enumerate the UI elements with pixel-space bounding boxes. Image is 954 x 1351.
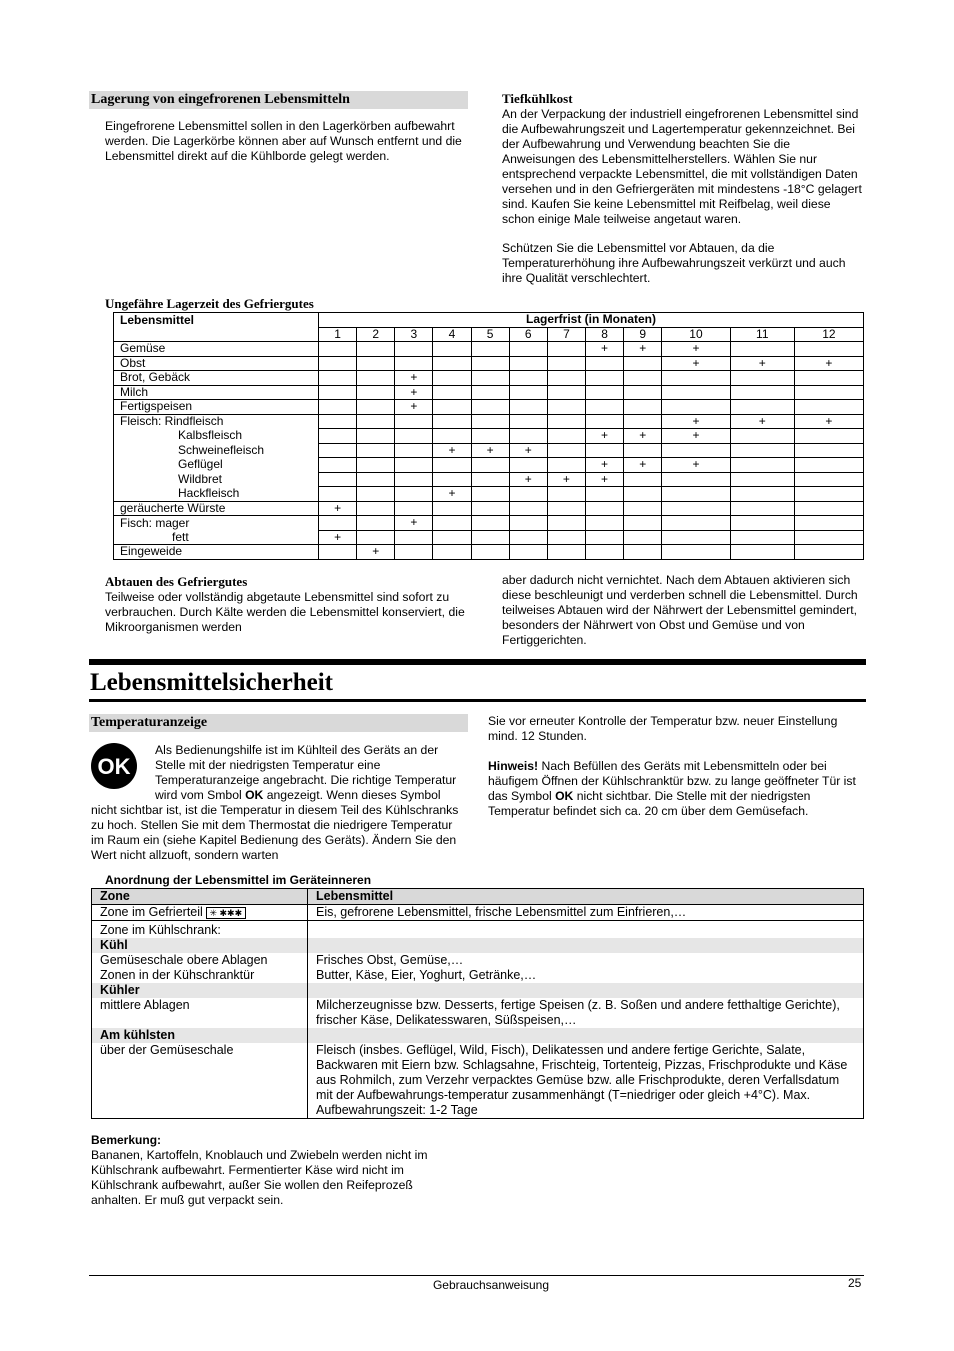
- month-cell: [433, 530, 471, 545]
- month-cell: [471, 342, 509, 357]
- month-cell: [395, 429, 433, 444]
- month-cell: [585, 516, 623, 531]
- month-cell: [624, 501, 662, 516]
- month-cell: [730, 472, 794, 487]
- cool-zone-2: Zonen in der Kühschranktür: [100, 968, 255, 982]
- month-cell: [730, 342, 794, 357]
- month-cell: [662, 516, 730, 531]
- hint-bold: OK: [555, 789, 574, 803]
- month-cell: [547, 443, 585, 458]
- month-header: 6: [509, 327, 547, 342]
- month-cell: +: [624, 342, 662, 357]
- food-name: [114, 530, 319, 545]
- month-cell: +: [585, 429, 623, 444]
- month-cell: [794, 458, 863, 473]
- storage-row: [114, 342, 864, 357]
- hint-text-b: nicht sichtbar. Die Stelle mit der niedrigsten Temperatur befindet sich ca. 20 cm über dem Gemüsefach.: [488, 789, 811, 818]
- month-cell: [624, 530, 662, 545]
- food-name: [114, 356, 319, 371]
- month-cell: [794, 501, 863, 516]
- month-cell: [319, 385, 357, 400]
- month-cell: [357, 342, 395, 357]
- month-cell: [730, 371, 794, 386]
- month-cell: +: [395, 371, 433, 386]
- month-header: 4: [433, 327, 471, 342]
- month-cell: [433, 356, 471, 371]
- month-header: 12: [794, 327, 863, 342]
- month-cell: [624, 371, 662, 386]
- month-cell: [357, 530, 395, 545]
- month-cell: [357, 472, 395, 487]
- month-cell: [433, 472, 471, 487]
- month-cell: [433, 414, 471, 429]
- month-cell: [662, 487, 730, 502]
- month-header: 5: [471, 327, 509, 342]
- month-cell: [471, 501, 509, 516]
- month-cell: [319, 371, 357, 386]
- month-cell: [433, 342, 471, 357]
- month-cell: [433, 371, 471, 386]
- month-cell: [319, 516, 357, 531]
- month-cell: +: [319, 501, 357, 516]
- food-name-text: Milch: [120, 384, 149, 399]
- month-cell: [509, 400, 547, 415]
- coolest-food-cell: Fleisch (insbes. Geflügel, Wild, Fisch), Delikatessen und andere fertige Gerichte, Salate, Backwaren mit Eiern bzw. Schlagsahne, Frischteig, Tortenteig, Pizzas, Frischprodukte und Käse aus Rohmilch, zum Verzehr verpacktes Gemüse bzw. alle Frischprodukte, deren Verfallsdatum mit der Aufbewahrungs-temperatur zusammenhängt (T=niedriger oder gleich +4°C). Max. Aufbewahrungszeit: 1-2 Tage: [308, 1043, 864, 1119]
- month-cell: [547, 371, 585, 386]
- month-cell: +: [585, 472, 623, 487]
- fridge-zone-cell: Zone im Kühlschrank:: [92, 921, 308, 939]
- zone-table-caption: Anordnung der Lebensmittel im Geräteinneren: [105, 873, 372, 887]
- page-number: 25: [848, 1276, 862, 1290]
- period-column-header: Lagerfrist (in Monaten): [319, 313, 864, 328]
- month-cell: [585, 414, 623, 429]
- month-cell: [509, 516, 547, 531]
- month-cell: [624, 545, 662, 560]
- month-cell: [585, 545, 623, 560]
- month-cell: [585, 487, 623, 502]
- month-cell: [509, 487, 547, 502]
- storage-row: [114, 356, 864, 371]
- cooler-label-empty: [308, 983, 864, 998]
- storage-text: Eingefrorene Lebensmittel sollen in den Lagerkörben aufbewahrt werden. Die Lagerkörbe können aber auf Wunsch entfernt und die Lebensmittel direkt auf die Kühlborde gelegt werden.: [105, 119, 462, 163]
- month-cell: [433, 501, 471, 516]
- month-cell: +: [585, 458, 623, 473]
- month-cell: [319, 400, 357, 415]
- zone-col-header: Zone: [92, 889, 308, 905]
- cool-zone-cell: [92, 953, 308, 983]
- food-name-text: Wildbret: [178, 471, 223, 486]
- month-cell: [395, 472, 433, 487]
- month-cell: [471, 400, 509, 415]
- month-cell: +: [662, 429, 730, 444]
- month-cell: +: [730, 356, 794, 371]
- month-cell: [471, 385, 509, 400]
- food-name: [114, 501, 319, 516]
- month-cell: +: [357, 545, 395, 560]
- month-cell: [319, 458, 357, 473]
- storage-row: [114, 530, 864, 545]
- month-cell: [662, 472, 730, 487]
- ok-label: OK: [97, 753, 131, 779]
- food-name-text: Fisch: mager: [120, 515, 190, 530]
- icon-spacer: [91, 743, 155, 801]
- cool-food-2: Butter, Käse, Eier, Yoghurt, Getränke,…: [316, 968, 537, 982]
- month-cell: [624, 472, 662, 487]
- food-name: [114, 443, 319, 458]
- month-cell: [547, 414, 585, 429]
- month-cell: [794, 472, 863, 487]
- month-cell: +: [395, 516, 433, 531]
- storage-row: [114, 400, 864, 415]
- food-name: [114, 400, 319, 415]
- food-name: [114, 385, 319, 400]
- month-cell: +: [662, 342, 730, 357]
- food-col-header: Lebensmittel: [308, 889, 864, 905]
- storage-row: [114, 458, 864, 473]
- month-cell: [471, 458, 509, 473]
- coolest-label: Am kühlsten: [92, 1028, 308, 1043]
- month-cell: [624, 414, 662, 429]
- remark-heading: Bemerkung:: [91, 1133, 162, 1147]
- month-cell: [471, 371, 509, 386]
- cool-zone-1: Gemüseschale obere Ablagen: [100, 953, 268, 967]
- hint-label: Hinweis!: [488, 759, 539, 773]
- month-cell: [395, 487, 433, 502]
- month-cell: [357, 400, 395, 415]
- month-cell: [357, 487, 395, 502]
- month-cell: [471, 516, 509, 531]
- month-cell: [794, 400, 863, 415]
- food-name-text: Obst: [120, 355, 146, 370]
- month-cell: +: [662, 414, 730, 429]
- food-name: [114, 458, 319, 473]
- food-name: [114, 487, 319, 502]
- month-cell: [662, 385, 730, 400]
- temperature-heading: Temperaturanzeige: [89, 714, 468, 732]
- month-cell: +: [547, 472, 585, 487]
- month-cell: [794, 429, 863, 444]
- food-name-text: Eingeweide: [120, 544, 183, 559]
- cool-food-1: Frisches Obst, Gemüse,…: [316, 953, 464, 967]
- month-cell: [547, 545, 585, 560]
- month-cell: [730, 458, 794, 473]
- frozen-food-text-2: Schützen Sie die Lebensmittel vor Abtauen, da die Temperaturerhöhung ihre Aufbewahrungszeit verkürzt und auch ihre Qualität verschlechtert.: [502, 241, 846, 285]
- frozen-food-text: An der Verpackung der industriell eingefrorenen Lebensmittel sind die Aufbewahrungszeit und Lagertemperatur gekennzeichnet. Bei der Aufbewahrung und Verwendung beachten Sie die Anweisungen des Lebensmittelherstellers. Wählen Sie nur entsprechend verpackte Lebensmittel, die mit vollständigen Daten versehen und in den Gefriergeräten mit mindestens -18°C gelagert sind. Kaufen Sie keine Lebensmittel mit Reifbelag, weil diese schon einige Male teilweise angetaut waren.: [502, 107, 862, 226]
- month-cell: [395, 356, 433, 371]
- month-cell: [357, 414, 395, 429]
- hint-text: [488, 759, 864, 819]
- month-cell: [509, 371, 547, 386]
- month-cell: [395, 414, 433, 429]
- month-cell: +: [509, 443, 547, 458]
- month-cell: +: [662, 458, 730, 473]
- month-cell: +: [471, 443, 509, 458]
- month-cell: [585, 400, 623, 415]
- storage-table: [113, 312, 864, 560]
- month-cell: [319, 342, 357, 357]
- month-cell: [662, 400, 730, 415]
- month-header: 8: [585, 327, 623, 342]
- month-header: 2: [357, 327, 395, 342]
- month-cell: +: [794, 356, 863, 371]
- storage-row: [114, 472, 864, 487]
- month-cell: [730, 487, 794, 502]
- month-cell: [585, 530, 623, 545]
- month-header: 7: [547, 327, 585, 342]
- food-name-text: Brot, Gebäck: [120, 370, 191, 385]
- month-cell: [585, 356, 623, 371]
- storage-row: [114, 371, 864, 386]
- month-cell: [585, 371, 623, 386]
- month-cell: +: [624, 429, 662, 444]
- month-cell: [547, 516, 585, 531]
- month-cell: [357, 443, 395, 458]
- month-cell: [624, 385, 662, 400]
- storage-row: [114, 414, 864, 429]
- month-cell: [357, 458, 395, 473]
- month-cell: [319, 487, 357, 502]
- month-cell: [794, 342, 863, 357]
- month-cell: [471, 487, 509, 502]
- month-cell: [547, 400, 585, 415]
- month-cell: [357, 356, 395, 371]
- month-cell: [357, 501, 395, 516]
- month-cell: [319, 356, 357, 371]
- storage-row: [114, 501, 864, 516]
- month-cell: [585, 501, 623, 516]
- cool-food-cell: [308, 953, 864, 983]
- hint-text-a: Nach Befüllen des Geräts mit Lebensmitteln oder bei häufigem Öffnen der Kühlschranktür bzw. zu lange geöffneter Tür ist das Symbol: [488, 759, 856, 803]
- month-cell: [662, 371, 730, 386]
- food-name-text: Geflügel: [178, 457, 223, 472]
- month-cell: [509, 530, 547, 545]
- month-cell: [395, 501, 433, 516]
- month-cell: [794, 371, 863, 386]
- month-cell: [624, 400, 662, 415]
- month-cell: +: [662, 356, 730, 371]
- food-column-header: Lebensmittel: [114, 313, 319, 328]
- month-cell: [624, 487, 662, 502]
- month-cell: [730, 545, 794, 560]
- chapter-bottom-rule: [89, 699, 866, 702]
- month-cell: [794, 385, 863, 400]
- thawing-text: Teilweise oder vollständig abgetaute Lebensmittel sind sofort zu verbrauchen. Durch Kälte werden die Lebensmittel konserviert, die Mikroorganismen werden: [105, 590, 465, 634]
- cool-label: Kühl: [92, 938, 308, 953]
- month-cell: [509, 501, 547, 516]
- food-name: [114, 429, 319, 444]
- chapter-top-rule: [89, 659, 866, 665]
- month-cell: [662, 530, 730, 545]
- month-cell: [319, 414, 357, 429]
- month-cell: [509, 342, 547, 357]
- freezer-food-cell: Eis, gefrorene Lebensmittel, frische Lebensmittel zum Einfrieren,…: [308, 905, 864, 921]
- food-name-text: Fleisch: Rindfleisch: [120, 414, 224, 428]
- chapter-title: Lebensmittelsicherheit: [90, 669, 334, 696]
- month-cell: [547, 458, 585, 473]
- frozen-food-heading: Tiefkühlkost: [502, 91, 573, 106]
- temperature-text-a: Als Bedienungshilfe ist im Kühlteil des Geräts an der Stelle mit der niedrigsten Temperatur eine Temperaturanzeige angebracht. Die richtige Temperatur wird vom Smbol: [155, 743, 457, 802]
- cool-label-empty: [308, 938, 864, 953]
- month-cell: [730, 530, 794, 545]
- month-header: 10: [662, 327, 730, 342]
- food-name-text: fett: [172, 529, 189, 544]
- food-name-text: Kalbsfleisch: [178, 428, 243, 443]
- thawing-text-2: aber dadurch nicht vernichtet. Nach dem Abtauen aktivieren sich diese beschleunigt und verderben schnell die Lebensmittel. Durch teilweises Abtauen wird der Nährwert der Lebensmittel gemindert, besonders der Nährwert von Obst und Gemüse und von Fertiggerichten.: [502, 573, 858, 647]
- freezer-star-icon: ✳ ✱✱✱: [206, 907, 246, 919]
- food-name-text: Schweinefleisch: [178, 442, 265, 457]
- freezer-zone-cell: Zone im Gefrierteil ✳ ✱✱✱: [92, 905, 308, 921]
- month-cell: [357, 429, 395, 444]
- month-header: 9: [624, 327, 662, 342]
- month-cell: [624, 443, 662, 458]
- food-name-text: Hackfleisch: [178, 486, 240, 500]
- month-cell: [433, 385, 471, 400]
- month-cell: +: [624, 458, 662, 473]
- month-cell: [471, 429, 509, 444]
- fridge-zone-food-cell: [308, 921, 864, 939]
- month-header: 3: [395, 327, 433, 342]
- month-cell: [794, 530, 863, 545]
- month-cell: +: [730, 414, 794, 429]
- month-cell: [547, 356, 585, 371]
- month-cell: +: [585, 342, 623, 357]
- food-name-text: Gemüse: [120, 341, 166, 356]
- food-name: [114, 516, 319, 531]
- month-cell: [395, 545, 433, 560]
- month-cell: [509, 385, 547, 400]
- month-cell: [357, 371, 395, 386]
- month-cell: [471, 472, 509, 487]
- month-cell: [730, 443, 794, 458]
- storage-table-caption: Ungefähre Lagerzeit des Gefriergutes: [105, 296, 314, 311]
- month-cell: [662, 443, 730, 458]
- month-cell: [471, 356, 509, 371]
- month-cell: [730, 385, 794, 400]
- month-cell: [471, 530, 509, 545]
- coolest-zone-cell: über der Gemüseschale: [92, 1043, 308, 1119]
- temperature-text: [91, 743, 461, 863]
- month-cell: [509, 429, 547, 444]
- cooler-label: Kühler: [92, 983, 308, 998]
- food-name: [114, 414, 319, 429]
- cooler-food-cell: Milcherzeugnisse bzw. Desserts, fertige Speisen (z. B. Soßen und andere fetthaltige Gerichte), frischer Käse, Delikatesswaren, Süßspeisen,…: [308, 998, 864, 1028]
- coolest-label-empty: [308, 1028, 864, 1043]
- food-column-header-blank: [114, 327, 319, 342]
- month-cell: [585, 385, 623, 400]
- month-header: 1: [319, 327, 357, 342]
- month-cell: [624, 516, 662, 531]
- month-cell: [730, 400, 794, 415]
- storage-row: [114, 385, 864, 400]
- month-cell: [433, 545, 471, 560]
- temperature-text-b: Sie vor erneuter Kontrolle der Temperatur bzw. neuer Einstellung mind. 12 Stunden.: [488, 714, 838, 743]
- storage-row: [114, 545, 864, 560]
- month-cell: [395, 342, 433, 357]
- zone-table: [91, 888, 864, 1119]
- month-cell: [794, 516, 863, 531]
- month-cell: [547, 501, 585, 516]
- month-cell: [509, 356, 547, 371]
- month-cell: [395, 458, 433, 473]
- month-cell: [730, 516, 794, 531]
- month-cell: [395, 530, 433, 545]
- storage-row: [114, 443, 864, 458]
- remark-text: Bananen, Kartoffeln, Knoblauch und Zwiebeln werden nicht im Kühlschrank aufbewahrt. Fermentierter Käse wird nicht im Kühlschrank aufbewahrt, außer Sie wollen den Reifeprozeß anhalten. Er muß gut verpackt sein.: [91, 1148, 428, 1207]
- month-cell: [471, 545, 509, 560]
- month-cell: +: [433, 443, 471, 458]
- footer-text: Gebrauchsanweisung: [432, 1278, 550, 1292]
- month-cell: [585, 443, 623, 458]
- month-cell: [624, 356, 662, 371]
- month-cell: [794, 545, 863, 560]
- cooler-zone-cell: mittlere Ablagen: [92, 998, 308, 1028]
- month-cell: +: [395, 385, 433, 400]
- month-cell: [547, 342, 585, 357]
- month-cell: [319, 472, 357, 487]
- month-cell: [433, 429, 471, 444]
- month-cell: [730, 429, 794, 444]
- month-cell: [319, 443, 357, 458]
- month-cell: [471, 414, 509, 429]
- month-cell: [433, 516, 471, 531]
- food-name: [114, 472, 319, 487]
- month-cell: [357, 516, 395, 531]
- food-name-text: geräucherte Würste: [120, 500, 226, 515]
- month-cell: [547, 385, 585, 400]
- month-cell: [547, 429, 585, 444]
- storage-row: [114, 516, 864, 531]
- month-cell: [357, 385, 395, 400]
- month-cell: [509, 545, 547, 560]
- month-cell: [547, 530, 585, 545]
- month-cell: +: [395, 400, 433, 415]
- footer-rule: [89, 1275, 864, 1276]
- month-cell: [730, 501, 794, 516]
- month-cell: [794, 487, 863, 502]
- month-cell: [662, 501, 730, 516]
- month-cell: [319, 429, 357, 444]
- month-cell: [319, 545, 357, 560]
- month-cell: [395, 443, 433, 458]
- month-cell: +: [433, 487, 471, 502]
- temperature-text-end: angezeigt. Wenn dieses Symbol nicht sichtbar ist, ist die Temperatur in diesem Teil des Kühlschranks zu hoch. Stellen Sie mit dem Thermostat die niedrigere Temperatur im Raum ein (siehe Kapitel Bedienung des Geräts). Ändern Sie den Wert nicht allzuoft, sondern warten: [91, 788, 459, 862]
- month-header: 11: [730, 327, 794, 342]
- food-name-text: Fertigspeisen: [120, 399, 193, 414]
- month-cell: [662, 545, 730, 560]
- temperature-text-bold: OK: [245, 788, 264, 802]
- month-cell: [509, 414, 547, 429]
- storage-row: [114, 487, 864, 502]
- storage-heading: Lagerung von eingefrorenen Lebensmitteln: [89, 91, 468, 109]
- storage-row: [114, 429, 864, 444]
- month-cell: [433, 400, 471, 415]
- food-name: [114, 545, 319, 560]
- food-name: [114, 342, 319, 357]
- month-cell: +: [319, 530, 357, 545]
- month-cell: +: [794, 414, 863, 429]
- month-cell: +: [509, 472, 547, 487]
- month-cell: [794, 443, 863, 458]
- month-cell: [547, 487, 585, 502]
- food-name: [114, 371, 319, 386]
- month-cell: [509, 458, 547, 473]
- thawing-heading: Abtauen des Gefriergutes: [105, 574, 248, 589]
- month-cell: [433, 458, 471, 473]
